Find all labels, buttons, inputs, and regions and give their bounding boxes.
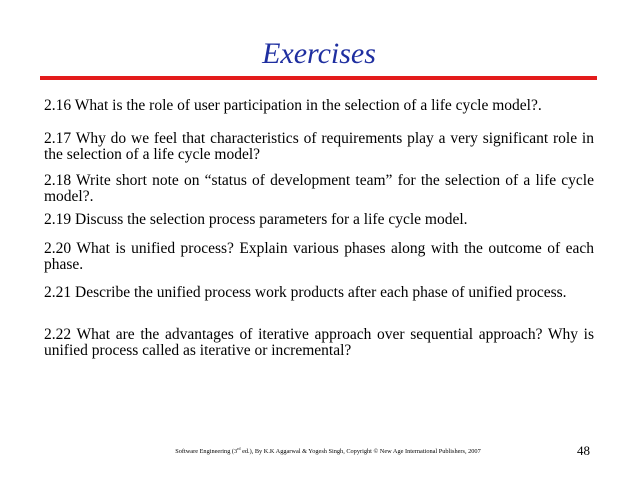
exercise-2-19: 2.19 Discuss the selection process parameters for a life cycle model.: [44, 211, 468, 228]
exercise-2-17: 2.17 Why do we feel that characteristics of requirements play a very significant role in the selection of a life cycle model?: [44, 130, 594, 163]
footer-credit-superscript: rd: [237, 445, 241, 451]
exercise-2-16: 2.16 What is the role of user participation in the selection of a life cycle model?.: [44, 97, 542, 114]
footer-credit-suffix: ed.), By K.K Aggarwal & Yogesh Singh, Copyright © New Age International Publishers, 2007: [240, 448, 481, 455]
exercise-2-21: 2.21 Describe the unified process work products after each phase of unified process.: [44, 284, 567, 301]
exercise-2-20: 2.20 What is unified process? Explain various phases along with the outcome of each phase.: [44, 240, 594, 273]
page-number: 48: [577, 443, 590, 458]
footer-credit: [118, 445, 538, 456]
slide-title: Exercises: [262, 37, 376, 70]
title-divider: [40, 76, 597, 80]
footer-credit-prefix: Software Engineering (3: [175, 448, 238, 455]
exercise-2-22: 2.22 What are the advantages of iterative approach over sequential approach? Why is unified process called as iterative or incremental?: [44, 326, 594, 359]
exercise-2-18: 2.18 Write short note on “status of development team” for the selection of a life cycle model?.: [44, 172, 594, 205]
